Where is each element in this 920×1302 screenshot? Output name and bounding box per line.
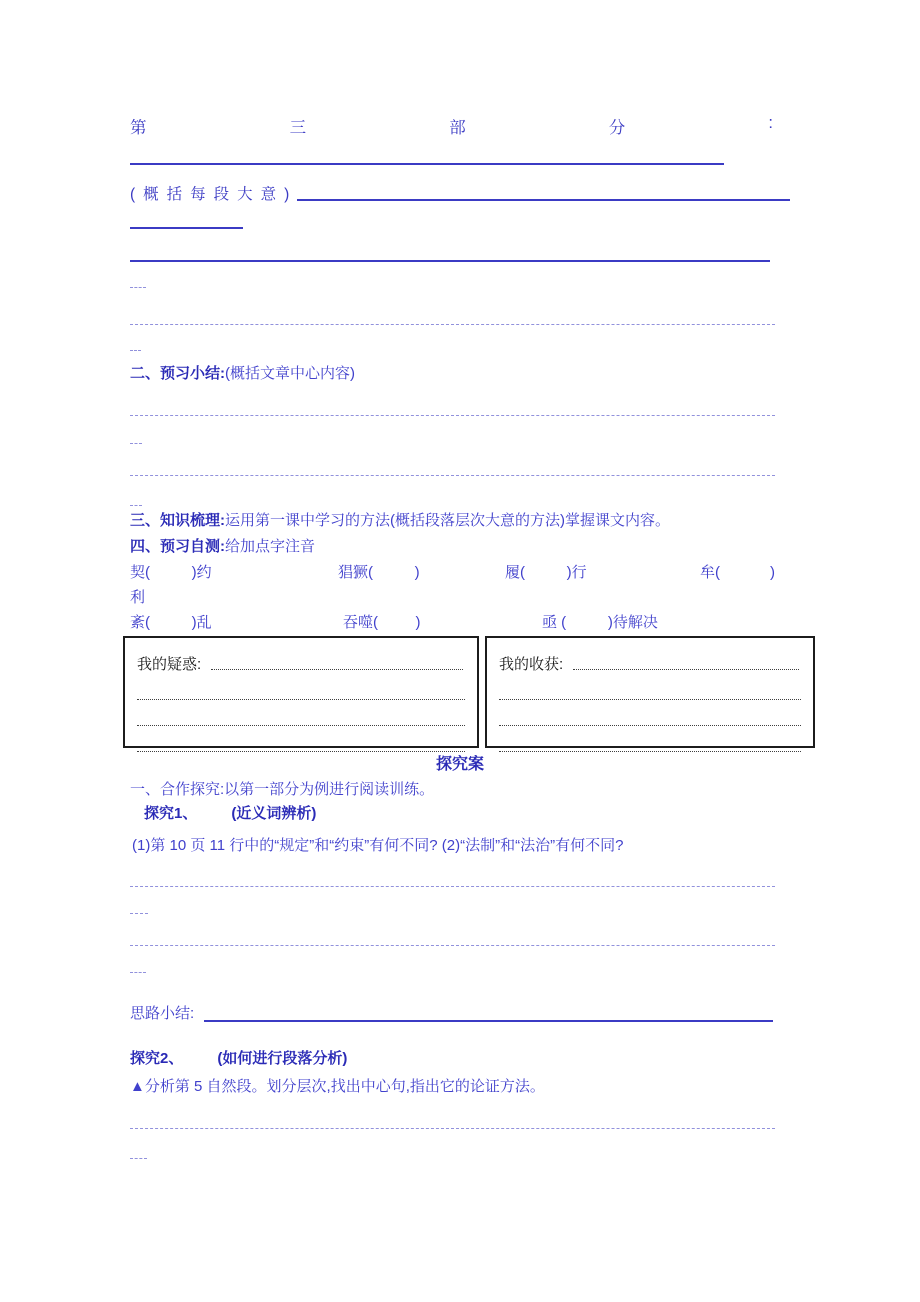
coop-inquiry-line: 一、合作探究:以第一部分为例进行阅读训练。 (130, 781, 435, 798)
doubts-label-row (137, 648, 465, 674)
note-boxes (130, 636, 820, 748)
section-label: 三、知识梳理: (130, 512, 225, 529)
dotted-blank (499, 726, 801, 752)
dotted-blank (137, 726, 465, 752)
triangle-marker-icon: ▲ (130, 1078, 145, 1095)
gains-label: 我的收获: (499, 656, 564, 673)
vocab-row-2 (130, 611, 810, 635)
dotted-blank (499, 700, 801, 726)
blank-line (204, 1020, 773, 1022)
gains-label-row (499, 648, 801, 674)
inquiry-1-topic: (近义词辨析) (231, 805, 317, 822)
blank-line-short (130, 212, 243, 229)
section-label: 二、预习小结: (130, 365, 225, 382)
blank-line (130, 1113, 775, 1129)
summary-label: 思路小结: (130, 1005, 195, 1022)
document-content (130, 0, 790, 1302)
heading-char: 第 (130, 119, 147, 137)
inquiry-title: 探究案 (435, 756, 484, 773)
blank-line (130, 871, 775, 887)
inquiry-2-heading (130, 1048, 347, 1070)
section-knowledge (130, 510, 670, 532)
blank-dash (130, 957, 146, 973)
paren-hint-row (130, 182, 790, 204)
blank-line (297, 199, 790, 201)
doubts-label: 我的疑惑: (137, 656, 202, 673)
blank-dash (130, 335, 141, 351)
blank-dash (130, 428, 142, 444)
blank-line (130, 400, 775, 416)
blank-dash (130, 898, 148, 914)
dotted-blank (573, 669, 799, 670)
vocab-item: 亟 ( )待解决 (542, 614, 658, 631)
blank-line (130, 245, 770, 262)
blank-line (130, 309, 775, 325)
vocab-item: 吞噬( ) (343, 614, 421, 631)
inquiry-1-label: 探究1、 (144, 805, 198, 822)
vocab-item: 牟( ) (700, 564, 776, 581)
dotted-blank (137, 674, 465, 700)
paren-hint-label: (概括每段大意) (130, 186, 298, 203)
blank-dash (130, 490, 142, 506)
summary-row (130, 1003, 773, 1025)
vocab-item: 契( )约 (130, 564, 212, 581)
inquiry-2-question-text: 分析第 5 自然段。划分层次,找出中心句,指出它的论证方法。 (144, 1078, 545, 1095)
section-label: 四、预习自测: (130, 538, 225, 555)
section-self-test (130, 536, 315, 558)
vocab-item: 履( )行 (505, 564, 587, 581)
vocab-row-1 (130, 561, 810, 585)
vocab-item: 猖獗( ) (338, 564, 420, 581)
dotted-blank (499, 674, 801, 700)
inquiry-2-topic: (如何进行段落分析) (217, 1050, 348, 1067)
blank-line (130, 148, 724, 165)
section-note: 运用第一课中学习的方法(概括段落层次大意的方法)掌握课文内容。 (225, 512, 670, 529)
vocab-wrap-char: 利 (130, 589, 146, 606)
blank-dash (130, 1143, 147, 1159)
heading-char: : (768, 114, 773, 132)
inquiry-1-heading (144, 803, 316, 825)
gains-box (485, 636, 815, 748)
inquiry-2-question (130, 1076, 545, 1098)
inquiry-2-label: 探究2、 (130, 1050, 184, 1067)
dotted-blank (211, 669, 463, 670)
heading-char: 部 (449, 119, 466, 137)
blank-dash (130, 272, 146, 288)
part3-heading (130, 114, 773, 138)
heading-char: 分 (608, 119, 626, 137)
heading-char: 三 (289, 119, 307, 137)
blank-line (130, 460, 775, 476)
section-preview-summary (130, 363, 355, 385)
vocab-item: 紊( )乱 (130, 614, 212, 631)
section-note: 给加点字注音 (225, 538, 316, 555)
section-note: (概括文章中心内容) (225, 365, 355, 382)
dotted-blank (137, 700, 465, 726)
blank-line (130, 930, 775, 946)
inquiry-1-question: (1)第 10 页 11 行中的“规定”和“约束”有何不同? (2)“法制”和“法治”有何不同? (132, 837, 624, 854)
doubts-box (123, 636, 479, 748)
